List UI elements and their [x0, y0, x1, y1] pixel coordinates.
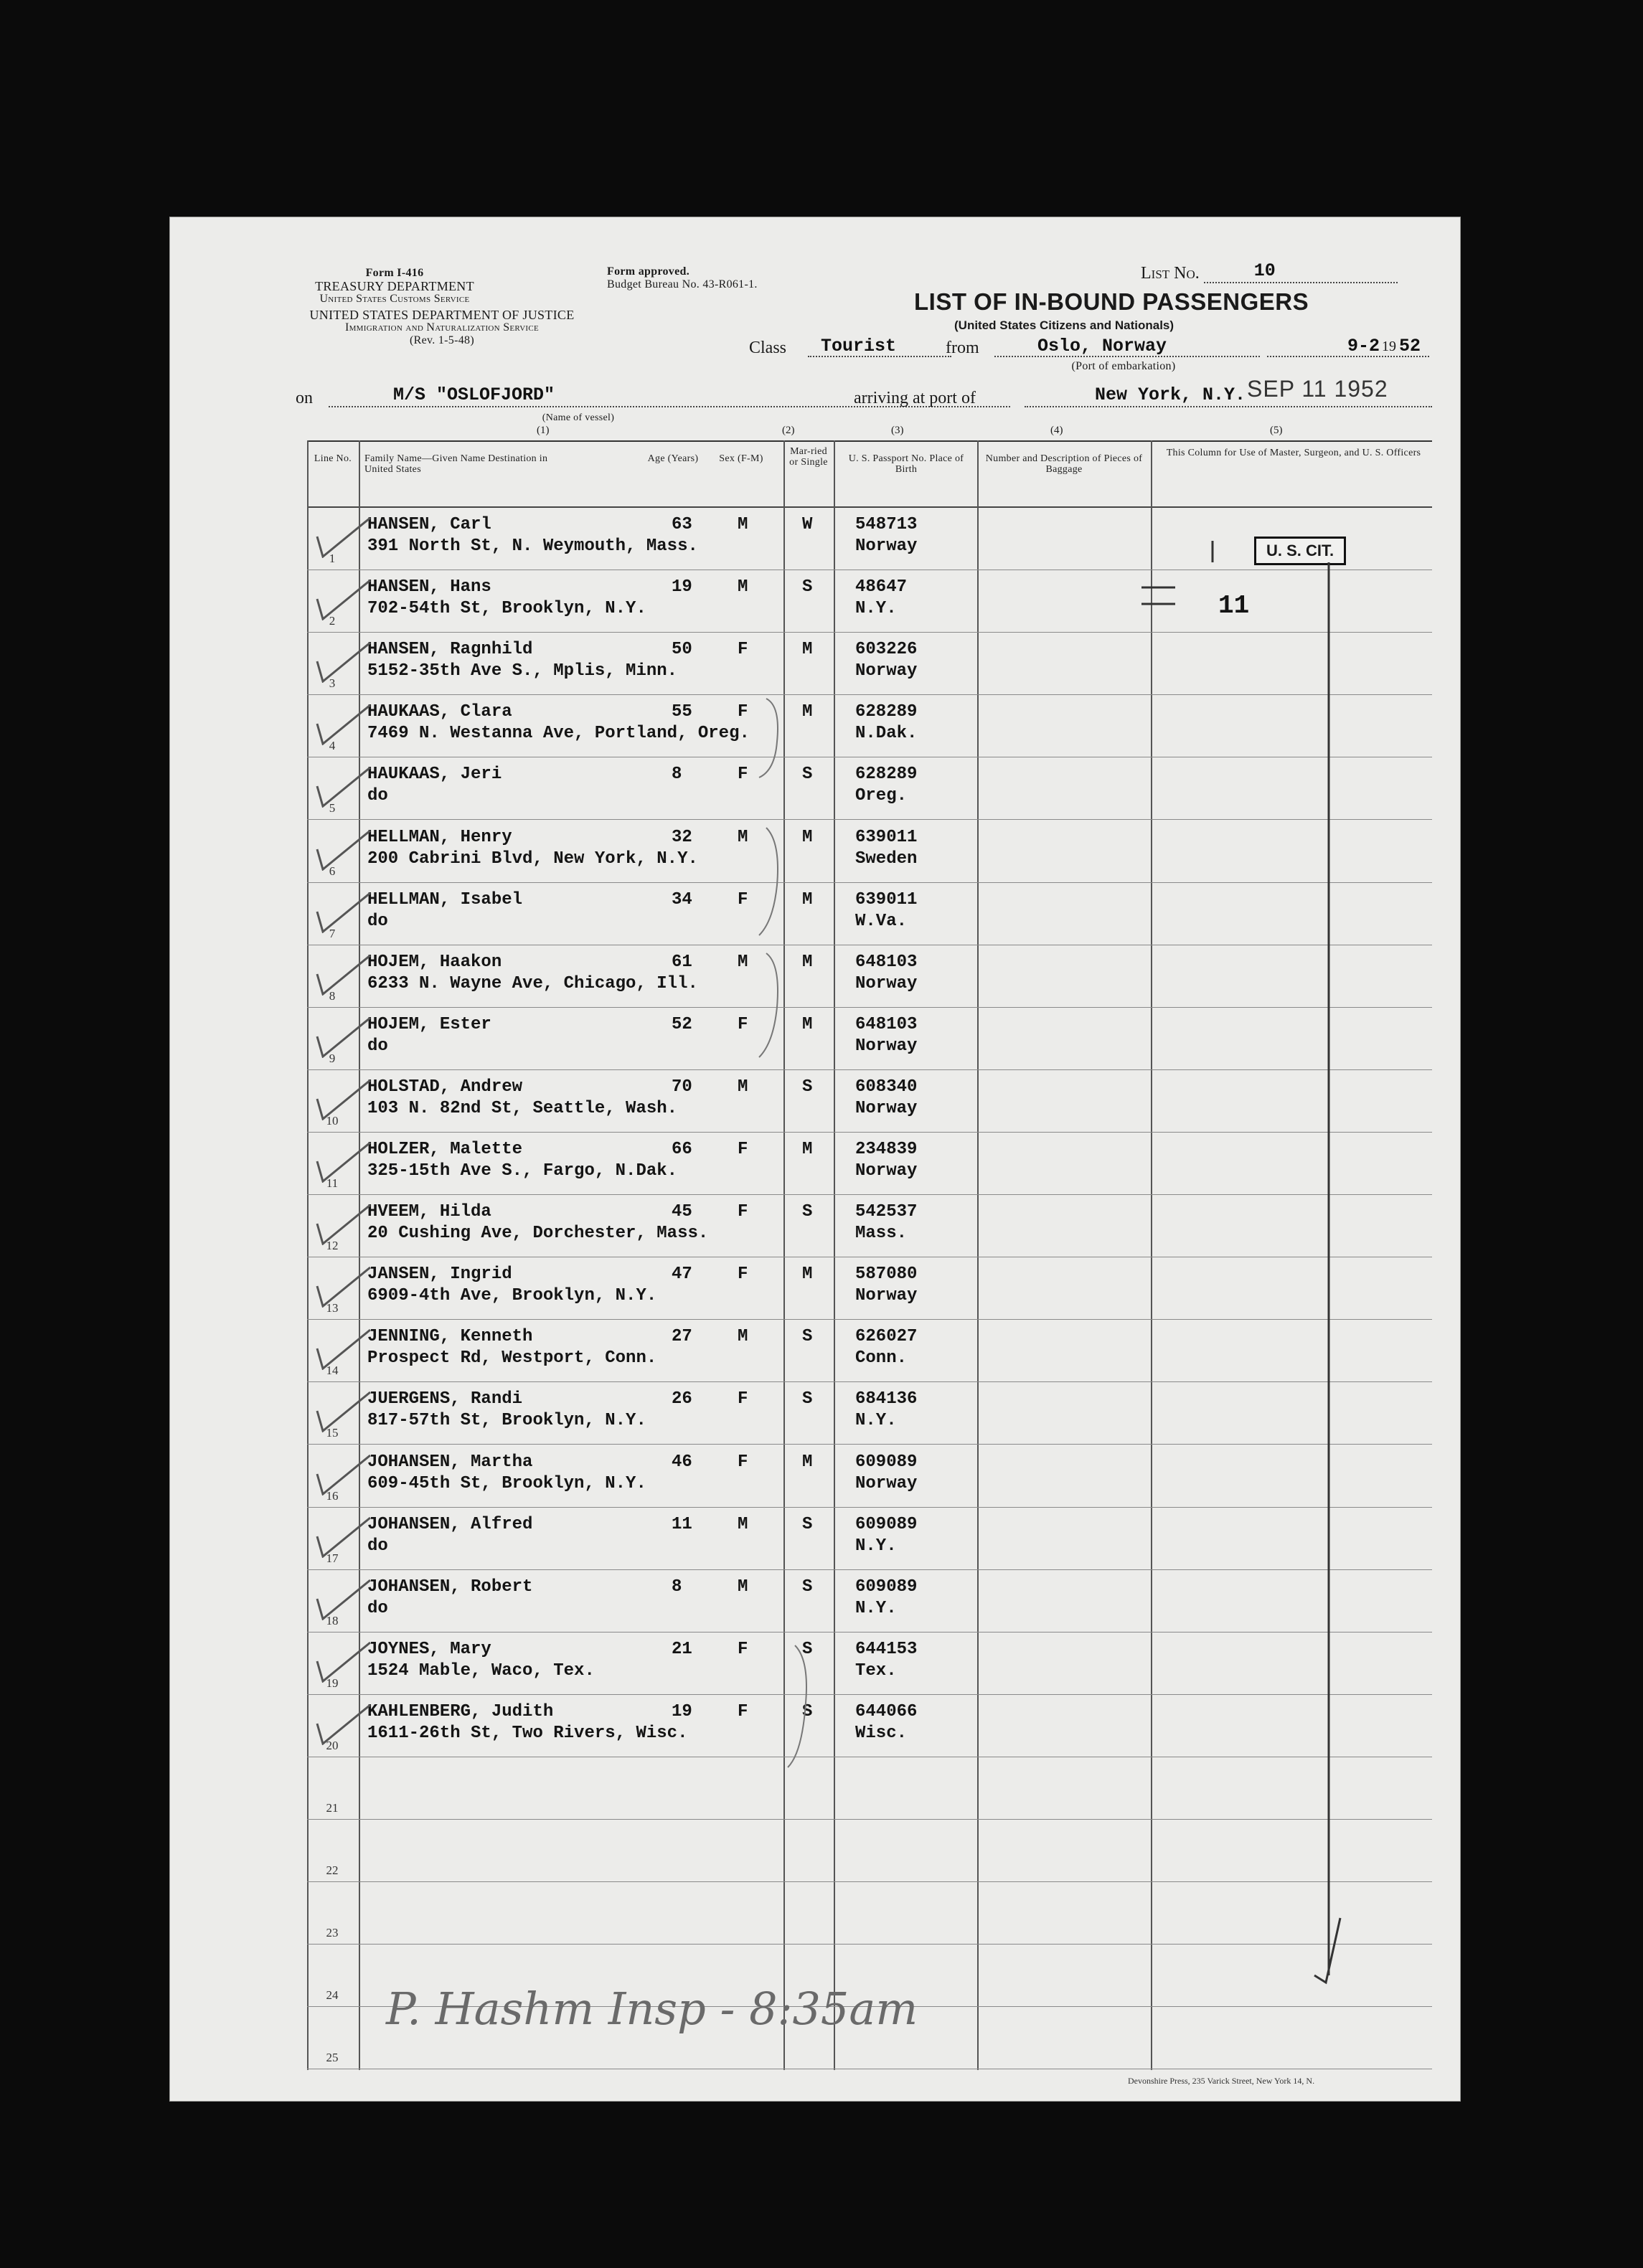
list-number-line	[1141, 260, 1413, 283]
col-head-officers: This Column for Use of Master, Surgeon, and U. S. Officers	[1166, 448, 1421, 458]
line-number: 8	[329, 988, 336, 1003]
age: 8	[672, 1577, 682, 1597]
marital-status: M	[802, 702, 813, 722]
passenger-name: JANSEN, Ingrid	[367, 1265, 512, 1285]
passport-number: 639011	[855, 889, 918, 909]
column-number-1: (1)	[537, 425, 550, 436]
col-head-sex: Sex (F-M)	[719, 453, 763, 464]
line-number: 13	[326, 1301, 339, 1315]
column-number-2: (2)	[782, 425, 795, 436]
sex: F	[738, 1639, 748, 1659]
line-number: 22	[326, 1863, 339, 1878]
destination: 20 Cushing Ave, Dorchester, Mass.	[367, 1224, 709, 1244]
place-of-birth: Norway	[855, 1473, 918, 1493]
passport-number: 234839	[855, 1140, 918, 1159]
col-head-line: Line No.	[314, 453, 352, 464]
age: 19	[672, 1701, 692, 1721]
marital-status: W	[802, 515, 813, 534]
marital-status: S	[802, 765, 813, 785]
justice-label: UNITED STATES DEPARTMENT OF JUSTICE	[309, 308, 575, 322]
place-of-birth: Conn.	[855, 1348, 908, 1369]
page-title: LIST OF IN-BOUND PASSENGERS	[914, 288, 1309, 315]
sex: M	[738, 1327, 748, 1347]
line-number: 19	[326, 1676, 339, 1690]
line-number: 17	[326, 1551, 339, 1565]
rev-label: (Rev. 1-5-48)	[410, 334, 474, 346]
sex: F	[738, 1701, 748, 1721]
passenger-name: HOLSTAD, Andrew	[367, 1077, 523, 1097]
vessel-name: M/S "OSLOFJORD"	[393, 384, 555, 405]
column-number-4: (4)	[1050, 425, 1063, 436]
place-of-birth: Norway	[855, 661, 918, 681]
place-of-birth: N.Y.	[855, 1536, 897, 1556]
col-head-baggage: Number and Description of Pieces of Baggage	[985, 453, 1143, 475]
from-value: Oslo, Norway	[1037, 336, 1167, 356]
passenger-name: KAHLENBERG, Judith	[367, 1701, 554, 1721]
place-of-birth: N.Dak.	[855, 724, 918, 744]
count-mark: 11	[1218, 591, 1250, 620]
place-of-birth: Norway	[855, 973, 918, 993]
place-of-birth: Sweden	[855, 849, 918, 869]
budget-bureau: Budget Bureau No. 43-R061-1.	[607, 278, 758, 290]
destination: 6233 N. Wayne Ave, Chicago, Ill.	[367, 973, 698, 993]
marital-status: M	[802, 1452, 813, 1472]
sex: F	[738, 1389, 748, 1409]
marital-status: S	[802, 577, 813, 597]
justice-block	[291, 308, 593, 347]
col-head-passport: U. S. Passport No. Place of Birth	[848, 453, 964, 475]
marital-status: S	[802, 1327, 813, 1347]
destination: 391 North St, N. Weymouth, Mass.	[367, 537, 698, 556]
passenger-name: JOHANSEN, Martha	[367, 1452, 533, 1472]
destination: 1611-26th St, Two Rivers, Wisc.	[367, 1723, 688, 1743]
passport-number: 648103	[855, 1014, 918, 1034]
form-approved: Form approved.	[607, 265, 690, 278]
line-number: 7	[329, 926, 336, 940]
passenger-table	[307, 440, 1432, 2070]
sex: M	[738, 1077, 748, 1097]
age: 66	[672, 1140, 692, 1159]
line-number: 18	[326, 1613, 339, 1627]
column-number-5: (5)	[1270, 425, 1283, 436]
line-number: 1	[329, 552, 336, 565]
line-number: 10	[326, 1113, 339, 1128]
line-number: 14	[326, 1364, 339, 1378]
passport-number: 608340	[855, 1077, 918, 1097]
line-number: 15	[326, 1426, 339, 1440]
age: 63	[672, 515, 692, 534]
age: 52	[672, 1014, 692, 1034]
passenger-name: HVEEM, Hilda	[367, 1202, 491, 1222]
date-value: 9-2	[1347, 336, 1380, 356]
line-number: 3	[329, 676, 336, 691]
place-of-birth: N.Y.	[855, 599, 897, 619]
line-number: 9	[329, 1051, 336, 1065]
age: 61	[672, 952, 692, 972]
manifest-page	[169, 217, 1461, 2102]
line-number: 20	[326, 1738, 339, 1752]
sex: F	[738, 889, 748, 909]
line-number: 16	[326, 1488, 339, 1503]
age: 8	[672, 765, 682, 785]
sex: F	[738, 1202, 748, 1222]
vessel-caption: (Name of vessel)	[542, 412, 615, 423]
sex: M	[738, 1514, 748, 1534]
age: 34	[672, 889, 692, 909]
date-field	[1267, 337, 1429, 357]
destination: 1524 Mable, Waco, Tex.	[367, 1660, 595, 1681]
passport-number: 644066	[855, 1701, 918, 1721]
place-of-birth: Wisc.	[855, 1723, 908, 1743]
passport-number: 628289	[855, 765, 918, 785]
port-value: New York, N.Y.	[1095, 384, 1246, 405]
age: 26	[672, 1389, 692, 1409]
place-of-birth: N.Y.	[855, 1411, 897, 1431]
sex: M	[738, 952, 748, 972]
marital-status: M	[802, 952, 813, 972]
place-of-birth: Norway	[855, 537, 918, 556]
ins-label: Immigration and Naturalization Service	[344, 321, 540, 334]
arriving-label: arriving at port of	[854, 389, 976, 407]
destination: 702-54th St, Brooklyn, N.Y.	[367, 599, 646, 619]
customs-label: United States Customs Service	[319, 293, 470, 305]
sex: F	[738, 1452, 748, 1472]
passenger-name: HOJEM, Haakon	[367, 952, 502, 972]
passenger-name: JOHANSEN, Alfred	[367, 1514, 533, 1534]
passport-number: 609089	[855, 1452, 918, 1472]
on-label: on	[296, 389, 313, 407]
class-label: Class	[749, 339, 787, 357]
passenger-name: HAUKAAS, Clara	[367, 702, 512, 722]
destination: do	[367, 786, 388, 806]
port-field	[1025, 376, 1432, 407]
marital-status: S	[802, 1389, 813, 1409]
marital-status: S	[802, 1514, 813, 1534]
line-number: 4	[329, 739, 336, 753]
passport-number: 628289	[855, 702, 918, 722]
age: 27	[672, 1327, 692, 1347]
column-number-3: (3)	[891, 425, 904, 436]
destination: 6909-4th Ave, Brooklyn, N.Y.	[367, 1286, 657, 1306]
marital-status: M	[802, 827, 813, 847]
marital-status: S	[802, 1701, 813, 1721]
col-head-name: Family Name—Given Name Destination in United States	[364, 453, 548, 475]
passenger-name: HOJEM, Ester	[367, 1014, 491, 1034]
marital-status: M	[802, 889, 813, 909]
sex: M	[738, 515, 748, 534]
passenger-name: HOLZER, Malette	[367, 1140, 523, 1159]
line-number: 21	[326, 1801, 339, 1815]
approval-block	[607, 265, 822, 291]
passport-number: 639011	[855, 827, 918, 847]
line-number: 5	[329, 801, 336, 816]
marital-status: M	[802, 1265, 813, 1285]
place-of-birth: W.Va.	[855, 911, 908, 931]
line-number: 6	[329, 864, 336, 878]
col-head-age: Age (Years)	[647, 453, 699, 464]
destination: 609-45th St, Brooklyn, N.Y.	[367, 1473, 646, 1493]
sex: M	[738, 577, 748, 597]
date-nineteen: 19	[1382, 339, 1396, 354]
passport-number: 644153	[855, 1639, 918, 1659]
class-value: Tourist	[821, 336, 897, 356]
passport-number: 609089	[855, 1577, 918, 1597]
age: 45	[672, 1202, 692, 1222]
col-head-married: Mar-ried or Single	[789, 446, 828, 468]
date-year: 52	[1399, 336, 1421, 356]
passport-number: 48647	[855, 577, 908, 597]
marital-status: S	[802, 1577, 813, 1597]
place-of-birth: N.Y.	[855, 1598, 897, 1618]
marital-status: S	[802, 1202, 813, 1222]
sex: F	[738, 702, 748, 722]
passenger-name: JENNING, Kenneth	[367, 1327, 533, 1347]
list-number: 10	[1253, 260, 1276, 281]
passport-number: 587080	[855, 1265, 918, 1285]
class-field	[808, 337, 951, 357]
from-field	[994, 337, 1260, 357]
line-number: 2	[329, 614, 336, 628]
destination: 5152-35th Ave S., Mplis, Minn.	[367, 661, 678, 681]
passport-number: 626027	[855, 1327, 918, 1347]
passport-number: 609089	[855, 1514, 918, 1534]
line-number: 12	[326, 1239, 339, 1253]
age: 11	[672, 1514, 692, 1534]
destination: 325-15th Ave S., Fargo, N.Dak.	[367, 1161, 678, 1181]
age: 55	[672, 702, 692, 722]
destination: 103 N. 82nd St, Seattle, Wash.	[367, 1098, 678, 1118]
marital-status: M	[802, 1014, 813, 1034]
page-subtitle: (United States Citizens and Nationals)	[954, 318, 1174, 332]
destination: 200 Cabrini Blvd, New York, N.Y.	[367, 849, 698, 869]
form-number: Form I-416	[365, 267, 424, 279]
sex: M	[738, 827, 748, 847]
place-of-birth: Norway	[855, 1036, 918, 1056]
passenger-name: HELLMAN, Isabel	[367, 889, 523, 909]
printer-footer: Devonshire Press, 235 Varick Street, New York 14, N.	[1128, 2076, 1315, 2086]
annotation-strokes	[307, 440, 1432, 2070]
marital-status: S	[802, 1077, 813, 1097]
place-of-birth: Norway	[855, 1098, 918, 1118]
place-of-birth: Norway	[855, 1286, 918, 1306]
passport-number: 542537	[855, 1202, 918, 1222]
passport-number: 548713	[855, 515, 918, 534]
place-of-birth: Norway	[855, 1161, 918, 1181]
passenger-name: HELLMAN, Henry	[367, 827, 512, 847]
sex: F	[738, 1265, 748, 1285]
destination: do	[367, 1536, 388, 1556]
port-embarkation-caption: (Port of embarkation)	[1071, 360, 1176, 372]
place-of-birth: Tex.	[855, 1660, 897, 1681]
passport-number: 648103	[855, 952, 918, 972]
sex: M	[738, 1577, 748, 1597]
line-number: 25	[326, 2051, 339, 2065]
destination: do	[367, 1598, 388, 1618]
marital-status: M	[802, 640, 813, 660]
age: 19	[672, 577, 692, 597]
inspector-signature: P. Hashm Insp - 8:35am	[386, 1983, 918, 2035]
age: 50	[672, 640, 692, 660]
age: 32	[672, 827, 692, 847]
line-number: 11	[326, 1176, 339, 1190]
passenger-name: JOHANSEN, Robert	[367, 1577, 533, 1597]
passenger-name: JUERGENS, Randi	[367, 1389, 523, 1409]
sex: F	[738, 1140, 748, 1159]
place-of-birth: Oreg.	[855, 786, 908, 806]
passenger-name: HANSEN, Ragnhild	[367, 640, 533, 660]
passenger-name: HANSEN, Carl	[367, 515, 491, 534]
passenger-name: HAUKAAS, Jeri	[367, 765, 502, 785]
destination: Prospect Rd, Westport, Conn.	[367, 1348, 657, 1369]
us-citizen-stamp: U. S. CIT.	[1254, 537, 1346, 565]
destination: 7469 N. Westanna Ave, Portland, Oreg.	[367, 724, 750, 744]
passenger-name: HANSEN, Hans	[367, 577, 491, 597]
destination: 817-57th St, Brooklyn, N.Y.	[367, 1411, 646, 1431]
line-number: 24	[326, 1988, 339, 2003]
sex: F	[738, 765, 748, 785]
passenger-name: JOYNES, Mary	[367, 1639, 491, 1659]
form-info-block	[287, 267, 502, 306]
list-label: List No.	[1141, 264, 1200, 283]
place-of-birth: Mass.	[855, 1224, 908, 1244]
treasury-label: TREASURY DEPARTMENT	[315, 279, 474, 293]
age: 70	[672, 1077, 692, 1097]
age: 46	[672, 1452, 692, 1472]
line-number: 23	[326, 1926, 339, 1940]
destination: do	[367, 911, 388, 931]
destination: do	[367, 1036, 388, 1056]
sex: F	[738, 1014, 748, 1034]
age: 47	[672, 1265, 692, 1285]
age: 21	[672, 1639, 692, 1659]
marital-status: M	[802, 1140, 813, 1159]
marital-status: S	[802, 1639, 813, 1659]
arrival-stamp-date: SEP 11 1952	[1247, 376, 1388, 402]
passport-number: 684136	[855, 1389, 918, 1409]
passport-number: 603226	[855, 640, 918, 660]
sex: F	[738, 640, 748, 660]
from-label: from	[946, 339, 979, 357]
